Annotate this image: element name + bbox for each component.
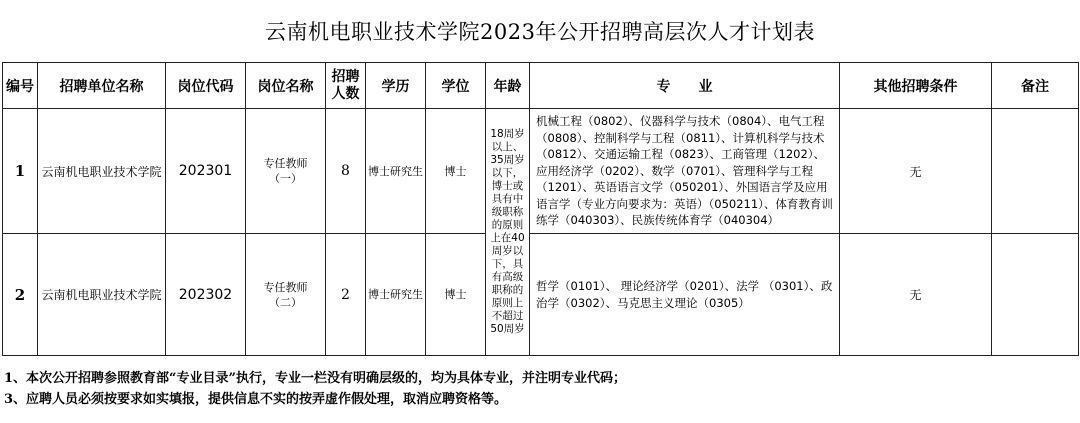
row-remark (992, 109, 1079, 234)
header-position: 岗位名称 (246, 63, 326, 109)
table-row (3, 234, 1079, 356)
header-no: 编号 (3, 63, 38, 109)
row-unit: 云南机电职业技术学院 (38, 234, 166, 356)
row-unit: 云南机电职业技术学院 (38, 109, 166, 234)
row-position-line1: 专任教师 (263, 280, 308, 294)
header-count (326, 63, 366, 109)
row-degree: 博士 (426, 234, 486, 356)
page-title: 云南机电职业技术学院2023年公开招聘高层次人才计划表 (265, 20, 815, 44)
row-position-line1: 专任教师 (263, 157, 308, 170)
row-position-line2: （二） (269, 295, 302, 309)
row-degree: 博士 (426, 109, 486, 234)
footnote-3: 3、应聘人员必须按要求如实填报，提供信息不实的按弄虚作假处理，取消应聘资格等。 (4, 392, 508, 407)
header-other: 其他招聘条件 (840, 63, 992, 109)
footnote-1: 1、本次公开招聘参照教育部“专业目录”执行，专业一栏没有明确层级的，均为具体专业，并注明专业代码； (4, 371, 627, 386)
header-major: 专 业 (530, 63, 840, 109)
age-requirement: 18周岁以上、35周岁以下，博士或具有中级职称的原则上在40周岁以下，具有高级职称的原则上不超过50周岁 (486, 109, 530, 356)
footnotes (4, 368, 1076, 410)
row-position (246, 234, 326, 356)
recruitment-table (2, 62, 1079, 356)
row-count: 8 (326, 109, 366, 234)
row-no: 2 (3, 234, 38, 356)
row-position (246, 109, 326, 234)
row-other: 无 (840, 234, 992, 356)
header-code: 岗位代码 (166, 63, 246, 109)
header-degree: 学位 (426, 63, 486, 109)
row-major: 哲学（0101）、 理论经济学（0201）、法学 （0301）、政治学（0302）、马克思主义理论（0305） (530, 234, 840, 356)
row-position-line2: （一） (269, 172, 302, 185)
row-code: 202301 (166, 109, 246, 234)
row-education: 博士研究生 (366, 109, 426, 234)
row-no: 1 (3, 109, 38, 234)
table-row (3, 109, 1079, 234)
header-row (3, 63, 1079, 109)
row-count: 2 (326, 234, 366, 356)
row-remark (992, 234, 1079, 356)
header-remark: 备注 (992, 63, 1079, 109)
header-count-line2: 人数 (331, 85, 360, 102)
header-unit: 招聘单位名称 (38, 63, 166, 109)
header-count-line1: 招聘 (331, 68, 360, 85)
row-other: 无 (840, 109, 992, 234)
header-education: 学历 (366, 63, 426, 109)
row-code: 202302 (166, 234, 246, 356)
row-major: 机械工程（0802）、仪器科学与技术（0804）、电气工程（0808）、控制科学与工程（0811）、计算机科学与技术（0812）、交通运输工程（0823）、工商管理（1202）、应用经济学（0202）、数学（0701）、管理科学与工程（1201）、英语语言文学（050201）、外国语言学及应用语言学（专业方向要求为：英语）（050211）、体育教育训练学（040303）、民族传统体育学（040304） (530, 109, 840, 234)
row-education: 博士研究生 (366, 234, 426, 356)
header-age: 年龄 (486, 63, 530, 109)
